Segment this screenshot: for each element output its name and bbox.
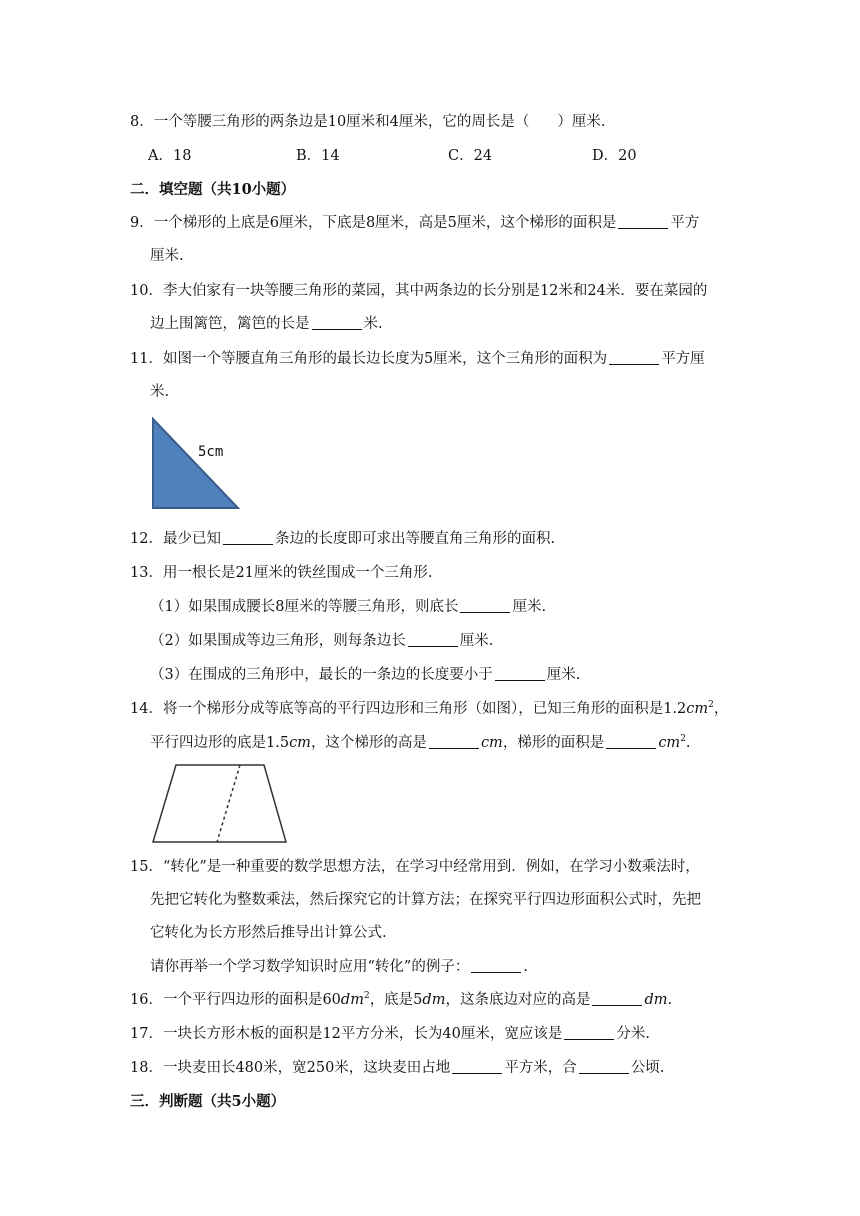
question-10-cont: 边上围篱笆，篱笆的长是 米.: [150, 316, 383, 332]
right-triangle-shape: [153, 419, 238, 508]
option-d[interactable]: D．20: [592, 148, 637, 164]
answer-blank[interactable]: [471, 958, 521, 973]
answer-blank[interactable]: [592, 991, 642, 1006]
answer-blank[interactable]: [460, 598, 510, 613]
question-14: 14．将一个梯形分成等底等高的平行四边形和三角形（如图），已知三角形的面积是$1.2cm^2$，: [130, 700, 729, 717]
answer-blank[interactable]: [429, 734, 479, 749]
question-9-cont: 厘米.: [150, 248, 184, 264]
question-14-cont: 平行四边形的底是1.5cm，这个梯形的高是 cm，梯形的面积是 $cm^2$.: [150, 734, 691, 751]
answer-blank[interactable]: [223, 530, 273, 545]
right-triangle-figure: [148, 414, 244, 512]
section-3-title: 三．判断题（共5小题）: [130, 1093, 286, 1110]
question-8: 8．一个等腰三角形的两条边是10厘米和4厘米，它的周长是（ ）厘米.: [130, 114, 606, 130]
answer-blank[interactable]: [606, 734, 656, 749]
question-15-line-2: 先把它转化为整数乘法，然后探究它的计算方法；在探究平行四边形面积公式时，先把: [150, 892, 701, 908]
question-15: 15．“转化”是一种重要的数学思想方法，在学习中经常用到．例如，在学习小数乘法时，: [130, 859, 700, 875]
question-15-line-3: 它转化为长方形然后推导出计算公式.: [150, 925, 387, 941]
question-9: 9．一个梯形的上底是6厘米，下底是8厘米，高是5厘米，这个梯形的面积是 平方: [130, 215, 700, 231]
option-a[interactable]: A．18: [148, 148, 192, 164]
answer-blank[interactable]: [495, 666, 545, 681]
question-13: 13．用一根长是21厘米的铁丝围成一个三角形.: [130, 565, 433, 581]
question-11: 11．如图一个等腰直角三角形的最长边长度为5厘米，这个三角形的面积为 平方厘: [130, 351, 705, 367]
question-17: 17．一块长方形木板的面积是12平方分米，长为40厘米，宽应该是 分米.: [130, 1026, 650, 1042]
q8-options: [0, 146, 860, 166]
option-b[interactable]: B．14: [296, 148, 340, 164]
answer-blank[interactable]: [312, 315, 362, 330]
triangle-label: 5cm: [198, 444, 224, 460]
answer-blank[interactable]: [609, 350, 659, 365]
question-13-part-1: （1）如果围成腰长8厘米的等腰三角形，则底长 厘米.: [150, 599, 547, 615]
question-13-part-2: （2）如果围成等边三角形，则每条边长 厘米.: [150, 633, 494, 649]
question-13-part-3: （3）在围成的三角形中，最长的一条边的长度要小于 厘米.: [150, 667, 581, 683]
question-10: 10．李大伯家有一块等腰三角形的菜园，其中两条边的长分别是12米和24米．要在菜园的: [130, 283, 708, 299]
section-2-title: 二．填空题（共10小题）: [130, 181, 296, 198]
answer-blank[interactable]: [618, 214, 668, 229]
question-18: 18．一块麦田长480米，宽250米，这块麦田占地 平方米，合 公顷.: [130, 1060, 665, 1076]
trapezoid-figure: [150, 762, 290, 846]
answer-blank[interactable]: [408, 632, 458, 647]
question-16: 16．一个平行四边形的面积是$60dm^2$，底是5dm，这条底边对应的高是 dm.: [130, 991, 673, 1008]
answer-blank[interactable]: [564, 1025, 614, 1040]
question-15-line-4: 请你再举一个学习数学知识时应用“转化”的例子： .: [150, 959, 528, 975]
question-11-cont: 米.: [150, 384, 170, 400]
answer-blank[interactable]: [579, 1059, 629, 1074]
question-12: 12．最少已知 条边的长度即可求出等腰直角三角形的面积.: [130, 531, 556, 547]
trapezoid-dashed-line: [217, 765, 240, 842]
answer-blank[interactable]: [452, 1059, 502, 1074]
option-c[interactable]: C．24: [448, 148, 493, 164]
trapezoid-shape: [153, 765, 286, 842]
